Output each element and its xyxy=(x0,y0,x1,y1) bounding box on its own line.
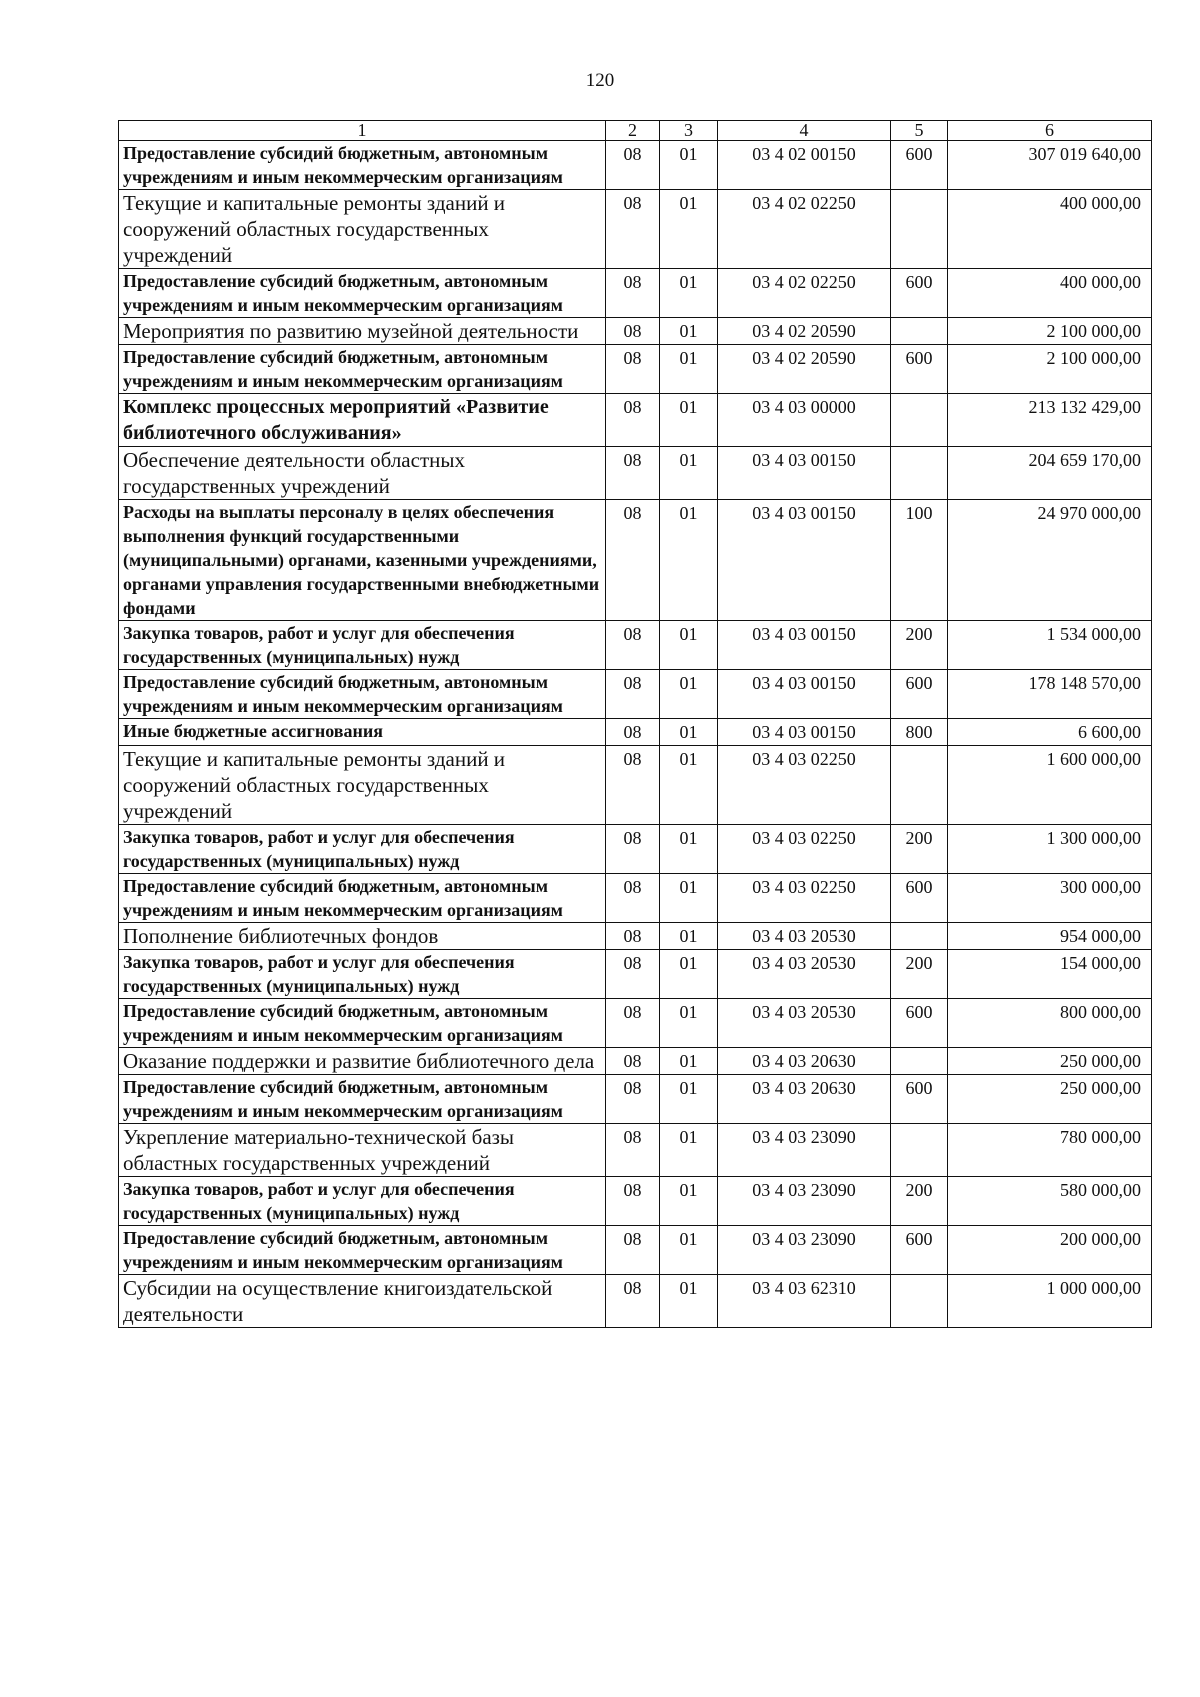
row-name: Предоставление субсидий бюджетным, автономным учреждениям и иным некоммерческим организациям xyxy=(119,1226,606,1275)
header-col-6: 6 xyxy=(948,121,1152,141)
row-subsection: 01 xyxy=(660,1177,718,1226)
row-amount: 780 000,00 xyxy=(948,1124,1152,1177)
row-amount: 2 100 000,00 xyxy=(948,345,1152,394)
row-amount: 1 000 000,00 xyxy=(948,1275,1152,1328)
row-section: 08 xyxy=(606,1124,660,1177)
table-row xyxy=(119,318,1152,345)
row-target-article: 03 4 03 02250 xyxy=(718,825,891,874)
row-amount: 1 300 000,00 xyxy=(948,825,1152,874)
row-section: 08 xyxy=(606,190,660,269)
row-expense-type: 600 xyxy=(891,670,948,719)
table-row xyxy=(119,500,1152,621)
row-subsection: 01 xyxy=(660,621,718,670)
row-section: 08 xyxy=(606,746,660,825)
row-amount: 580 000,00 xyxy=(948,1177,1152,1226)
row-subsection: 01 xyxy=(660,950,718,999)
row-target-article: 03 4 03 20630 xyxy=(718,1075,891,1124)
row-amount: 154 000,00 xyxy=(948,950,1152,999)
row-section: 08 xyxy=(606,447,660,500)
row-expense-type xyxy=(891,318,948,345)
row-target-article: 03 4 03 23090 xyxy=(718,1124,891,1177)
row-subsection: 01 xyxy=(660,190,718,269)
row-section: 08 xyxy=(606,1275,660,1328)
row-target-article: 03 4 03 20530 xyxy=(718,923,891,950)
table-row xyxy=(119,670,1152,719)
row-section: 08 xyxy=(606,394,660,447)
row-subsection: 01 xyxy=(660,394,718,447)
table-row xyxy=(119,141,1152,190)
row-name: Закупка товаров, работ и услуг для обеспечения государственных (муниципальных) нужд xyxy=(119,950,606,999)
row-amount: 6 600,00 xyxy=(948,719,1152,746)
row-name: Предоставление субсидий бюджетным, автономным учреждениям и иным некоммерческим организациям xyxy=(119,1075,606,1124)
row-expense-type: 600 xyxy=(891,1226,948,1275)
header-col-3: 3 xyxy=(660,121,718,141)
row-subsection: 01 xyxy=(660,1075,718,1124)
row-section: 08 xyxy=(606,141,660,190)
header-col-4: 4 xyxy=(718,121,891,141)
row-section: 08 xyxy=(606,318,660,345)
table-row xyxy=(119,719,1152,746)
row-expense-type: 600 xyxy=(891,999,948,1048)
row-target-article: 03 4 02 00150 xyxy=(718,141,891,190)
row-target-article: 03 4 02 02250 xyxy=(718,190,891,269)
table-row xyxy=(119,1275,1152,1328)
row-expense-type xyxy=(891,1048,948,1075)
table-row xyxy=(119,1048,1152,1075)
row-name: Мероприятия по развитию музейной деятельности xyxy=(119,318,606,345)
row-name: Текущие и капитальные ремонты зданий и сооружений областных государственных учреждений xyxy=(119,746,606,825)
row-name: Предоставление субсидий бюджетным, автономным учреждениям и иным некоммерческим организациям xyxy=(119,345,606,394)
row-amount: 307 019 640,00 xyxy=(948,141,1152,190)
table-row xyxy=(119,746,1152,825)
row-name: Оказание поддержки и развитие библиотечного дела xyxy=(119,1048,606,1075)
row-subsection: 01 xyxy=(660,141,718,190)
row-section: 08 xyxy=(606,719,660,746)
row-name: Обеспечение деятельности областных государственных учреждений xyxy=(119,447,606,500)
row-target-article: 03 4 03 23090 xyxy=(718,1226,891,1275)
row-expense-type: 600 xyxy=(891,141,948,190)
row-target-article: 03 4 03 00150 xyxy=(718,670,891,719)
row-amount: 954 000,00 xyxy=(948,923,1152,950)
row-subsection: 01 xyxy=(660,1124,718,1177)
row-name: Субсидии на осуществление книгоиздательской деятельности xyxy=(119,1275,606,1328)
table-row xyxy=(119,950,1152,999)
row-amount: 204 659 170,00 xyxy=(948,447,1152,500)
row-subsection: 01 xyxy=(660,999,718,1048)
row-section: 08 xyxy=(606,670,660,719)
row-section: 08 xyxy=(606,874,660,923)
table-row xyxy=(119,1124,1152,1177)
row-expense-type: 600 xyxy=(891,1075,948,1124)
row-target-article: 03 4 03 20530 xyxy=(718,999,891,1048)
row-target-article: 03 4 03 00150 xyxy=(718,500,891,621)
row-target-article: 03 4 02 20590 xyxy=(718,345,891,394)
row-amount: 400 000,00 xyxy=(948,190,1152,269)
row-name: Пополнение библиотечных фондов xyxy=(119,923,606,950)
header-col-2: 2 xyxy=(606,121,660,141)
row-subsection: 01 xyxy=(660,746,718,825)
row-section: 08 xyxy=(606,1048,660,1075)
row-expense-type: 100 xyxy=(891,500,948,621)
row-target-article: 03 4 03 00150 xyxy=(718,621,891,670)
row-section: 08 xyxy=(606,500,660,621)
row-target-article: 03 4 02 02250 xyxy=(718,269,891,318)
table-row xyxy=(119,394,1152,447)
table-row xyxy=(119,269,1152,318)
row-subsection: 01 xyxy=(660,1048,718,1075)
row-section: 08 xyxy=(606,621,660,670)
row-subsection: 01 xyxy=(660,500,718,621)
row-expense-type: 800 xyxy=(891,719,948,746)
budget-table xyxy=(118,120,1152,1328)
row-section: 08 xyxy=(606,1075,660,1124)
row-target-article: 03 4 03 00150 xyxy=(718,447,891,500)
row-subsection: 01 xyxy=(660,923,718,950)
row-section: 08 xyxy=(606,345,660,394)
row-target-article: 03 4 03 02250 xyxy=(718,874,891,923)
row-expense-type: 600 xyxy=(891,269,948,318)
row-subsection: 01 xyxy=(660,1275,718,1328)
header-row xyxy=(119,121,1152,141)
row-name: Предоставление субсидий бюджетным, автономным учреждениям и иным некоммерческим организациям xyxy=(119,670,606,719)
row-target-article: 03 4 03 20530 xyxy=(718,950,891,999)
row-target-article: 03 4 03 00150 xyxy=(718,719,891,746)
row-subsection: 01 xyxy=(660,719,718,746)
table-row xyxy=(119,621,1152,670)
row-amount: 250 000,00 xyxy=(948,1075,1152,1124)
row-amount: 200 000,00 xyxy=(948,1226,1152,1275)
row-target-article: 03 4 03 00000 xyxy=(718,394,891,447)
row-subsection: 01 xyxy=(660,825,718,874)
row-expense-type xyxy=(891,447,948,500)
row-section: 08 xyxy=(606,269,660,318)
row-section: 08 xyxy=(606,950,660,999)
row-expense-type xyxy=(891,394,948,447)
row-expense-type xyxy=(891,923,948,950)
row-amount: 2 100 000,00 xyxy=(948,318,1152,345)
row-subsection: 01 xyxy=(660,670,718,719)
row-amount: 1 600 000,00 xyxy=(948,746,1152,825)
header-col-1: 1 xyxy=(119,121,606,141)
row-amount: 250 000,00 xyxy=(948,1048,1152,1075)
row-target-article: 03 4 03 20630 xyxy=(718,1048,891,1075)
row-expense-type xyxy=(891,190,948,269)
row-amount: 1 534 000,00 xyxy=(948,621,1152,670)
row-expense-type: 200 xyxy=(891,1177,948,1226)
row-name: Закупка товаров, работ и услуг для обеспечения государственных (муниципальных) нужд xyxy=(119,1177,606,1226)
table-row xyxy=(119,999,1152,1048)
row-amount: 178 148 570,00 xyxy=(948,670,1152,719)
row-amount: 300 000,00 xyxy=(948,874,1152,923)
row-name: Комплекс процессных мероприятий «Развитие библиотечного обслуживания» xyxy=(119,394,606,447)
row-name: Расходы на выплаты персоналу в целях обеспечения выполнения функций государственными (муниципальными) органами, казенными учреждениями, органами управления государственными внебюджетными фондами xyxy=(119,500,606,621)
row-expense-type xyxy=(891,1275,948,1328)
row-name: Предоставление субсидий бюджетным, автономным учреждениям и иным некоммерческим организациям xyxy=(119,999,606,1048)
row-amount: 213 132 429,00 xyxy=(948,394,1152,447)
row-name: Предоставление субсидий бюджетным, автономным учреждениям и иным некоммерческим организациям xyxy=(119,141,606,190)
header-col-5: 5 xyxy=(891,121,948,141)
row-subsection: 01 xyxy=(660,1226,718,1275)
row-target-article: 03 4 02 20590 xyxy=(718,318,891,345)
row-name: Предоставление субсидий бюджетным, автономным учреждениям и иным некоммерческим организациям xyxy=(119,269,606,318)
row-section: 08 xyxy=(606,825,660,874)
table-row xyxy=(119,1177,1152,1226)
row-subsection: 01 xyxy=(660,345,718,394)
table-row xyxy=(119,825,1152,874)
row-subsection: 01 xyxy=(660,874,718,923)
row-amount: 400 000,00 xyxy=(948,269,1152,318)
row-name: Закупка товаров, работ и услуг для обеспечения государственных (муниципальных) нужд xyxy=(119,825,606,874)
row-target-article: 03 4 03 62310 xyxy=(718,1275,891,1328)
row-amount: 800 000,00 xyxy=(948,999,1152,1048)
table-row xyxy=(119,190,1152,269)
row-amount: 24 970 000,00 xyxy=(948,500,1152,621)
row-expense-type xyxy=(891,746,948,825)
row-expense-type xyxy=(891,1124,948,1177)
row-subsection: 01 xyxy=(660,318,718,345)
row-name: Предоставление субсидий бюджетным, автономным учреждениям и иным некоммерческим организациям xyxy=(119,874,606,923)
row-expense-type: 600 xyxy=(891,345,948,394)
row-subsection: 01 xyxy=(660,269,718,318)
table-row xyxy=(119,923,1152,950)
table-row xyxy=(119,1226,1152,1275)
row-section: 08 xyxy=(606,1226,660,1275)
table-row xyxy=(119,447,1152,500)
row-subsection: 01 xyxy=(660,447,718,500)
row-target-article: 03 4 03 23090 xyxy=(718,1177,891,1226)
row-expense-type: 600 xyxy=(891,874,948,923)
row-name: Иные бюджетные ассигнования xyxy=(119,719,606,746)
row-expense-type: 200 xyxy=(891,621,948,670)
row-section: 08 xyxy=(606,923,660,950)
row-section: 08 xyxy=(606,1177,660,1226)
row-name: Укрепление материально-технической базы областных государственных учреждений xyxy=(119,1124,606,1177)
row-target-article: 03 4 03 02250 xyxy=(718,746,891,825)
page-number: 120 xyxy=(585,70,615,91)
table-row xyxy=(119,1075,1152,1124)
row-name: Текущие и капитальные ремонты зданий и сооружений областных государственных учреждений xyxy=(119,190,606,269)
row-expense-type: 200 xyxy=(891,950,948,999)
row-name: Закупка товаров, работ и услуг для обеспечения государственных (муниципальных) нужд xyxy=(119,621,606,670)
table-row xyxy=(119,874,1152,923)
row-expense-type: 200 xyxy=(891,825,948,874)
table-row xyxy=(119,345,1152,394)
row-section: 08 xyxy=(606,999,660,1048)
